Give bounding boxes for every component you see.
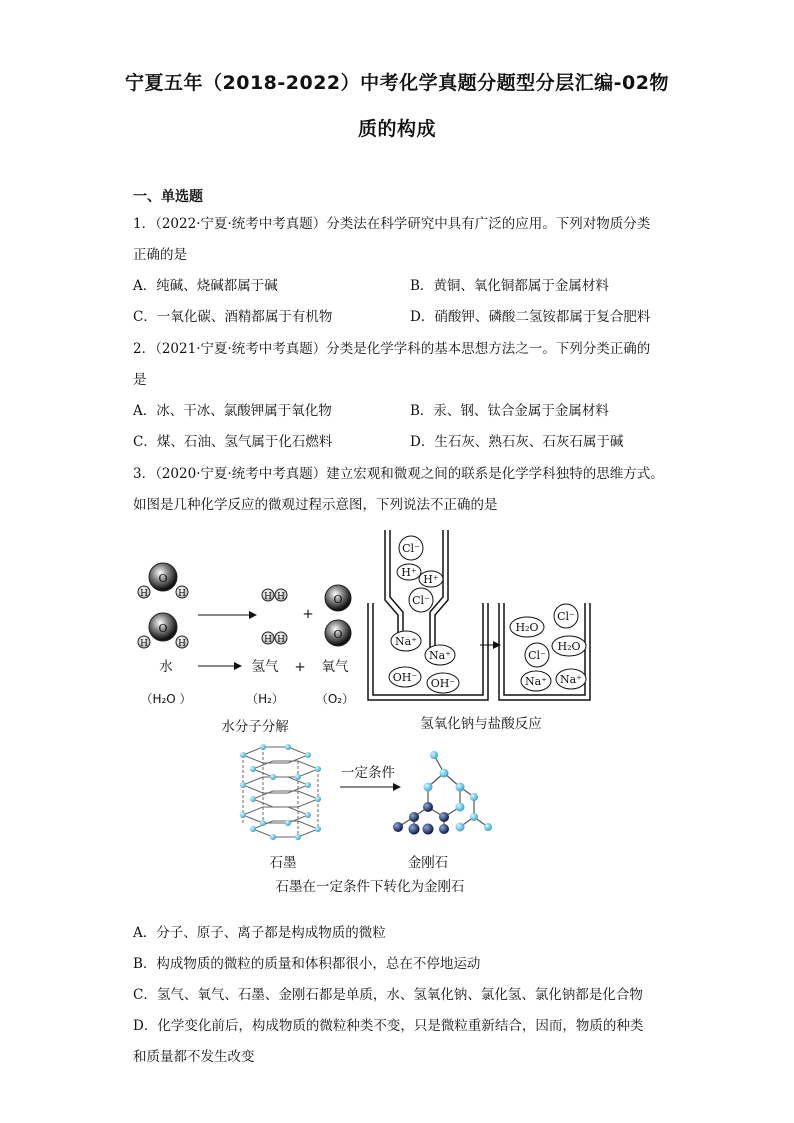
o2-label: 氧气 <box>321 659 349 675</box>
h2-label: 氢气 <box>251 659 279 675</box>
diamond-label: 金刚石 <box>407 855 449 871</box>
atom-label: H <box>264 635 272 645</box>
q2-option-c: C．煤、石油、氢气属于化石燃料 <box>133 434 333 450</box>
q1-option-c: C．一氧化碳、酒精都属于有机物 <box>133 309 333 325</box>
atom-label: H <box>264 592 272 602</box>
graphite-structure <box>243 747 318 837</box>
reaction-diagram <box>128 525 628 900</box>
na-ion <box>521 671 551 691</box>
h2-formula: （H₂） <box>246 692 284 706</box>
q3-option-b: B．构成物质的微粒的质量和体积都很小，总在不停地运动 <box>133 956 481 972</box>
atom-label: O <box>333 593 343 606</box>
q1-stem-line2: 正确的是 <box>133 247 187 263</box>
svg-text:H⁺: H⁺ <box>423 573 439 586</box>
atom-label: H <box>277 635 285 645</box>
atom-label: H <box>178 639 186 649</box>
na-ion <box>425 645 455 665</box>
svg-text:Na⁺: Na⁺ <box>429 649 451 662</box>
page-title-line2: 质的构成 <box>357 118 436 140</box>
cl-ion <box>554 604 578 628</box>
atom-label: O <box>333 628 343 641</box>
oh-ion <box>427 673 459 693</box>
page-title-line1: 宁夏五年（2018-2022）中考化学真题分题型分层汇编-02物 <box>125 72 669 94</box>
q3-stem-line2: 如图是几种化学反应的微观过程示意图，下列说法不正确的是 <box>133 497 498 513</box>
na-ion <box>391 631 421 651</box>
svg-text:Cl⁻: Cl⁻ <box>412 594 430 607</box>
svg-text:Cl⁻: Cl⁻ <box>402 542 420 555</box>
q2-stem-line2: 是 <box>133 372 147 388</box>
naoh-hcl-caption: 氢氧化钠与盐酸反应 <box>420 716 542 732</box>
q2-option-b: B．汞、钢、钛合金属于金属材料 <box>410 403 609 419</box>
q3-stem-line1: 3．（2020·宁夏·统考中考真题）建立宏观和微观之间的联系是化学学科独特的思维方式。 <box>133 466 664 482</box>
atom-label: O <box>158 572 168 585</box>
section-heading: 一、单选题 <box>133 189 203 205</box>
water-molecule-product <box>552 636 586 656</box>
water-decomposition-caption: 水分子分解 <box>221 719 289 735</box>
svg-text:H⁺: H⁺ <box>401 566 417 579</box>
q2-option-d: D．生石灰、熟石灰、石灰石属于碱 <box>410 434 624 450</box>
water-molecule-top <box>138 563 188 599</box>
svg-text:Cl⁻: Cl⁻ <box>528 649 546 662</box>
atom-label: H <box>140 589 148 599</box>
na-ion <box>556 669 586 689</box>
diamond-atoms <box>393 751 492 835</box>
cl-ion <box>399 536 423 560</box>
plus-sign: + <box>302 606 314 622</box>
q3-option-c: C．氢气、氧气、石墨、金刚石都是单质，水、氢氧化钠、氯化氢、氯化钠都是化合物 <box>133 987 643 1003</box>
q2-stem-line1: 2．（2021·宁夏·统考中考真题）分类是化学学科的基本思想方法之一。下列分类正确的 <box>133 341 651 357</box>
o2-molecule <box>325 585 351 646</box>
q3-option-d-line1: D．化学变化前后，构成物质的微粒种类不变，只是微粒重新结合，因而，物质的种类 <box>133 1018 644 1034</box>
svg-text:Cl⁻: Cl⁻ <box>557 610 575 623</box>
graphite-label: 石墨 <box>269 855 297 871</box>
svg-text:Na⁺: Na⁺ <box>395 635 417 648</box>
q1-option-d: D．硝酸钾、磷酸二氢铵都属于复合肥料 <box>410 309 651 325</box>
atom-label: H <box>140 639 148 649</box>
atom-label: H <box>277 592 285 602</box>
water-formula: （H₂O ） <box>140 692 192 706</box>
svg-text:OH⁻: OH⁻ <box>430 677 456 690</box>
condition-label: 一定条件 <box>341 765 395 781</box>
atom-label: H <box>178 589 186 599</box>
q1-option-a: A．纯碱、烧碱都属于碱 <box>133 278 278 294</box>
cl-ion <box>409 588 433 612</box>
q1-option-b: B．黄铜、氧化铜都属于金属材料 <box>410 278 609 294</box>
water-molecule-product <box>510 617 544 637</box>
plus-sign-2: + <box>294 659 306 675</box>
svg-text:OH⁻: OH⁻ <box>392 671 418 684</box>
svg-text:Na⁺: Na⁺ <box>525 675 547 688</box>
graphite-diamond-caption: 石墨在一定条件下转化为金刚石 <box>275 879 465 895</box>
h2-molecule-top <box>262 589 287 602</box>
cl-ion <box>525 643 549 667</box>
o2-formula: （O₂） <box>315 692 355 706</box>
q3-option-a: A．分子、原子、离子都是构成物质的微粒 <box>133 925 386 941</box>
svg-text:H₂O: H₂O <box>557 640 581 653</box>
h-ion <box>419 571 443 587</box>
oh-ion <box>389 667 421 687</box>
svg-text:Na⁺: Na⁺ <box>560 673 582 686</box>
q2-option-a: A．冰、干冰、氯酸钾属于氧化物 <box>133 403 332 419</box>
water-molecule-bottom <box>138 613 188 649</box>
q3-option-d-line2: 和质量都不发生改变 <box>133 1049 255 1065</box>
svg-text:H₂O: H₂O <box>515 621 539 634</box>
h2-molecule-bottom <box>262 632 287 645</box>
water-label: 水 <box>159 659 173 675</box>
q1-stem-line1: 1．（2022·宁夏·统考中考真题）分类法在科学研究中具有广泛的应用。下列对物质分类 <box>133 216 651 232</box>
atom-label: O <box>158 622 168 635</box>
h-ion <box>397 564 421 580</box>
